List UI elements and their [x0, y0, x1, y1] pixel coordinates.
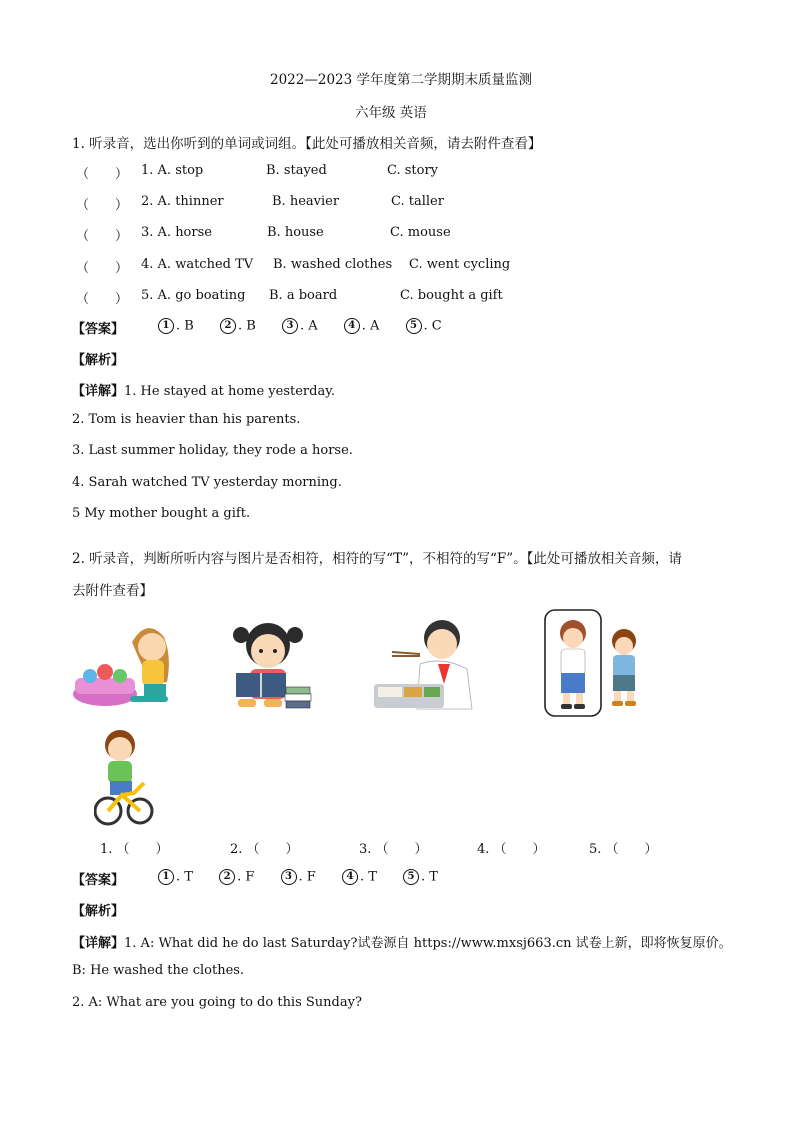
option-c: C. mouse	[390, 225, 451, 240]
option-b: B. washed clothes	[273, 257, 393, 272]
detail-line: 2. Tom is heavier than his parents.	[72, 412, 301, 427]
boy-eating-lunch-icon	[372, 614, 477, 714]
answer-paren[interactable]: （ ）	[76, 292, 129, 307]
answer-item: 3 . F	[281, 869, 316, 885]
answer-item: 4 . T	[342, 869, 377, 885]
detail-line: 2. A: What are you going to do this Sunday?	[72, 995, 362, 1010]
blank-5[interactable]: 5. （ ）	[589, 842, 658, 857]
answer-item: 5 . C	[406, 318, 442, 334]
analysis-label: 【解析】	[72, 353, 125, 368]
girl-reading-books-icon	[228, 615, 318, 713]
answer-paren[interactable]: （ ）	[76, 261, 129, 276]
option-b: B. house	[267, 225, 324, 240]
answer-label: 【答案】	[72, 322, 125, 337]
answer-item: 4 . A	[344, 318, 380, 334]
option-a: 2. A. thinner	[141, 194, 224, 209]
option-a: 4. A. watched TV	[141, 257, 254, 272]
answer-item: 1 . B	[158, 318, 194, 334]
question-2-stem-cont: 去附件查看】	[72, 583, 153, 599]
option-b: B. a board	[269, 288, 338, 303]
answer-paren[interactable]: （ ）	[76, 167, 129, 182]
answer-item: 1 . T	[158, 869, 193, 885]
answer-item: 3 . A	[282, 318, 318, 334]
option-b: B. heavier	[272, 194, 340, 209]
answer-item: 2 . B	[220, 318, 256, 334]
answer-item: 5 . T	[403, 869, 438, 885]
option-a: 5. A. go boating	[141, 288, 246, 303]
girl-washing-clothes-icon	[72, 612, 177, 712]
question-1-stem: 1. 听录音，选出你听到的单词或词组。【此处可播放相关音频，请去附件查看】	[72, 136, 542, 152]
question-2-stem: 2. 听录音，判断所听内容与图片是否相符，相符的写“T”，不相符的写“F”。【此处可播放相关音频，请	[72, 551, 682, 567]
blank-3[interactable]: 3. （ ）	[359, 842, 428, 857]
detail-line: 4. Sarah watched TV yesterday morning.	[72, 475, 342, 490]
blank-1[interactable]: 1. （ ）	[100, 842, 169, 857]
option-a: 3. A. horse	[141, 225, 212, 240]
option-c: C. taller	[391, 194, 444, 209]
answer-list	[158, 869, 460, 885]
answer-list	[158, 318, 464, 334]
option-c: C. story	[387, 163, 439, 178]
answer-paren[interactable]: （ ）	[76, 198, 129, 213]
detail-line: 5 My mother bought a gift.	[72, 506, 251, 521]
analysis-label: 【解析】	[72, 904, 125, 919]
detail-line: B: He washed the clothes.	[72, 963, 245, 978]
answer-item: 2 . F	[219, 869, 254, 885]
two-boys-height-icon	[544, 609, 648, 719]
answer-paren[interactable]: （ ）	[76, 229, 129, 244]
page-title: 2022—2023 学年度第二学期期末质量监测	[270, 72, 533, 88]
blank-4[interactable]: 4. （ ）	[477, 842, 546, 857]
boy-cycling-icon	[94, 727, 154, 829]
option-b: B. stayed	[266, 163, 327, 178]
detail-line: 【详解】1. He stayed at home yesterday.	[72, 384, 335, 399]
blank-2[interactable]: 2. （ ）	[230, 842, 299, 857]
option-a: 1. A. stop	[141, 163, 204, 178]
answer-label: 【答案】	[72, 873, 125, 888]
option-c: C. went cycling	[409, 257, 511, 272]
detail-line: 3. Last summer holiday, they rode a horse.	[72, 443, 353, 458]
detail-line: 【详解】1. A: What did he do last Saturday?试卷源自 https://www.mxsj663.cn 试卷上新，即将恢复原价。	[72, 936, 732, 951]
page-subtitle: 六年级 英语	[355, 105, 427, 121]
option-c: C. bought a gift	[400, 288, 503, 303]
